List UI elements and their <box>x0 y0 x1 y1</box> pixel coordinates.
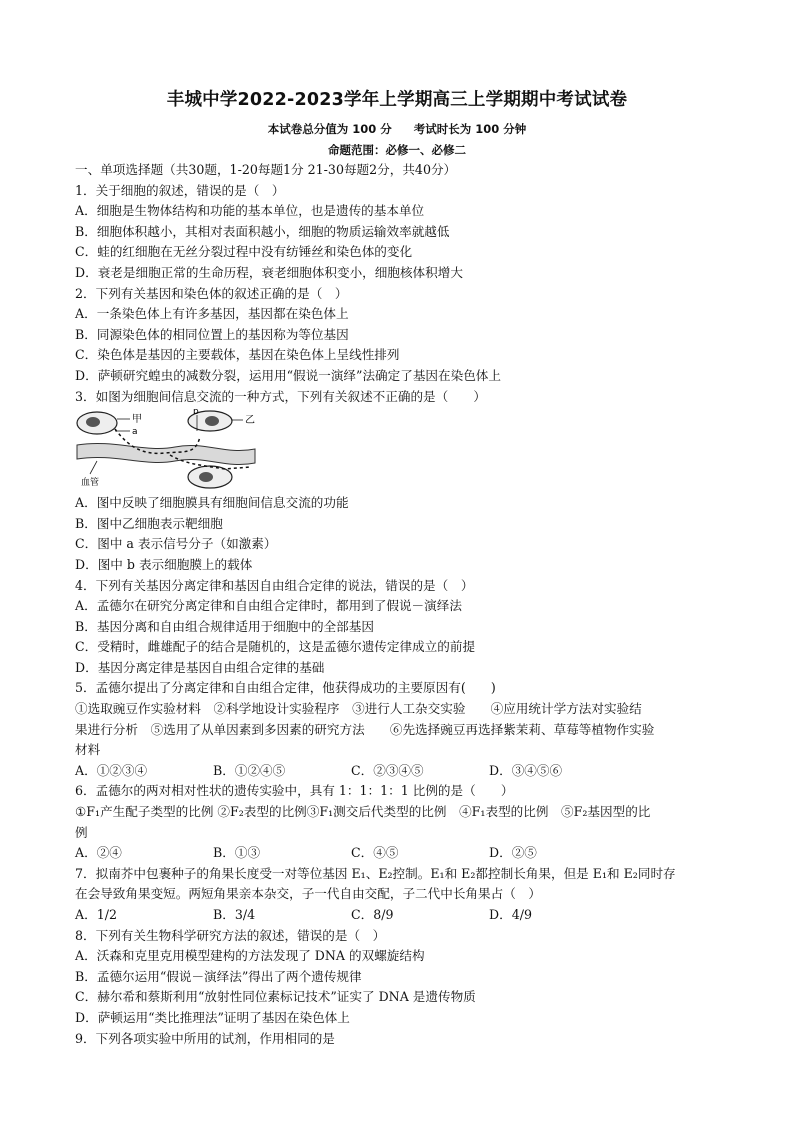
question-7-option-d: D．4/9 <box>489 907 532 922</box>
question-5-items-line3: 材料 <box>75 742 101 758</box>
question-5-stem: 5．孟德尔提出了分离定律和自由组合定律，他获得成功的主要原因有( ) <box>75 680 496 696</box>
question-7-stem-line1: 7．拟南芥中包裹种子的角果长度受一对等位基因 E₁、E₂控制。E₁和 E₂都控制长角果，但是 E₁和 E₂同时存 <box>75 865 676 881</box>
question-8-option-a: A．沃森和克里克用模型建构的方法发现了 DNA 的双螺旋结构 <box>75 948 425 964</box>
question-4-option-a: A．孟德尔在研究分离定律和自由组合定律时，都用到了假说－演绎法 <box>75 598 462 614</box>
question-4-option-b: B．基因分离和自由组合规律适用于细胞中的全部基因 <box>75 618 374 634</box>
total-score: 本试卷总分值为 100 分 <box>267 122 392 136</box>
exam-info <box>0 121 794 137</box>
question-3-option-d: D．图中 b 表示细胞膜上的载体 <box>75 556 253 572</box>
question-5-option-a: A．①②③④ <box>75 762 148 778</box>
exam-scope: 命题范围：必修一、必修二 <box>328 143 466 157</box>
label-a: a <box>132 427 138 438</box>
label-b: b <box>193 409 199 418</box>
exam-duration: 考试时长为 100 分钟 <box>413 122 527 136</box>
question-4-stem: 4．下列有关基因分离定律和基因自由组合定律的说法，错误的是（ ） <box>75 577 474 593</box>
cell-jia-nucleus <box>86 417 100 427</box>
question-7-option-a: A．1/2 <box>75 907 117 922</box>
question-8-stem: 8．下列有关生物科学研究方法的叙述，错误的是（ ） <box>75 927 386 943</box>
question-3-option-b: B．图中乙细胞表示靶细胞 <box>75 515 223 531</box>
label-jia: 甲 <box>132 414 142 426</box>
question-2-option-c: C．染色体是基因的主要载体，基因在染色体上呈线性排列 <box>75 347 400 363</box>
question-6-items-line2: 例 <box>75 824 88 840</box>
question-2-option-d: D．萨顿研究蝗虫的减数分裂，运用用“假说一演绎”法确定了基因在染色体上 <box>75 367 501 383</box>
question-5-option-d: D．③④⑤⑥ <box>489 762 563 778</box>
question-3-stem: 3．如图为细胞间信息交流的一种方式，下列有关叙述不正确的是（ ） <box>75 388 487 404</box>
question-6-stem: 6．孟德尔的两对相对性状的遗传实验中，具有 1：1：1：1 比例的是（ ） <box>75 783 514 799</box>
question-2-option-a: A．一条染色体上有许多基因，基因都在染色体上 <box>75 306 349 322</box>
label-yi: 乙 <box>245 415 255 427</box>
target-cell-lower-nucleus <box>199 472 213 482</box>
question-8-option-c: C．赫尔希和蔡斯利用“放射性同位素标记技术”证实了 DNA 是遗传物质 <box>75 989 476 1005</box>
question-1-option-b: B．细胞体积越小，其相对表面积越小，细胞的物质运输效率就越低 <box>75 223 450 239</box>
question-2-option-b: B．同源染色体的相同位置上的基因称为等位基因 <box>75 326 349 342</box>
question-7-option-c: C．8/9 <box>351 907 394 922</box>
question-5-items-line1: ①选取豌豆作实验材料 ②科学地设计实验程序 ③进行人工杂交实验 ④应用统计学方法对实验结 <box>75 701 642 717</box>
question-5-option-c: C．②③④⑤ <box>351 762 424 778</box>
exam-body <box>75 160 725 1049</box>
question-9-stem: 9．下列各项实验中所用的试剂，作用相同的是 <box>75 1030 335 1046</box>
label-vessel: 血管 <box>81 478 100 489</box>
question-1-option-c: C．蛙的红细胞在无丝分裂过程中没有纺锤丝和染色体的变化 <box>75 244 413 260</box>
question-6-items-line1: ①F₁产生配子类型的比例 ②F₂表型的比例③F₁测交后代类型的比例 ④F₁表型的比例 ⑤F₂基因型的比 <box>75 804 651 820</box>
question-1-option-a: A．细胞是生物体结构和功能的基本单位，也是遗传的基本单位 <box>75 203 425 219</box>
question-6-option-b: B．①③ <box>213 845 261 861</box>
question-8-option-b: B．孟德尔运用“假说－演绎法”得出了两个遗传规律 <box>75 968 362 984</box>
question-7-options <box>75 905 725 926</box>
question-5-items-line2: 果进行分析 ⑤选用了从单因素到多因素的研究方法 ⑥先选择豌豆再选择紫茉莉、草莓等植物作实验 <box>75 721 655 737</box>
question-3-option-c: C．图中 a 表示信号分子（如激素） <box>75 536 277 552</box>
cell-signaling-figure <box>75 409 305 489</box>
question-3-option-a: A．图中反映了细胞膜具有细胞间信息交流的功能 <box>75 495 349 511</box>
question-7-stem-line2: 在会导致角果变短。两短角果亲本杂交，子一代自由交配，子二代中长角果占（ ） <box>75 886 541 902</box>
question-4-option-d: D．基因分离定律是基因自由组合定律的基础 <box>75 659 325 675</box>
exam-title: 丰城中学2022-2023学年上学期高三上学期期中考试试卷 <box>166 90 628 110</box>
question-1-option-d: D．衰老是细胞正常的生命历程，衰老细胞体积变小，细胞核体积增大 <box>75 264 463 280</box>
question-1-stem: 1．关于细胞的叙述，错误的是（ ） <box>75 182 285 198</box>
section-heading: 一、单项选择题（共30题，1-20每题1分 21-30每题2分，共40分） <box>75 162 457 177</box>
question-8-option-d: D．萨顿运用“类比推理法”证明了基因在染色体上 <box>75 1009 350 1025</box>
cell-yi-nucleus <box>205 416 219 426</box>
cell-signaling-diagram <box>75 409 305 489</box>
question-6-options <box>75 843 725 864</box>
question-7-option-b: B．3/4 <box>213 907 256 922</box>
question-5-option-b: B．①②④⑤ <box>213 762 286 778</box>
question-6-option-d: D．②⑤ <box>489 845 537 861</box>
question-2-stem: 2．下列有关基因和染色体的叙述正确的是（ ） <box>75 285 348 301</box>
question-6-option-c: C．④⑤ <box>351 845 399 861</box>
blood-vessel-shape <box>77 444 255 465</box>
question-6-option-a: A．②④ <box>75 845 122 861</box>
question-4-option-c: C．受精时，雌雄配子的结合是随机的，这是孟德尔遗传定律成立的前提 <box>75 639 476 655</box>
question-5-options <box>75 761 725 782</box>
